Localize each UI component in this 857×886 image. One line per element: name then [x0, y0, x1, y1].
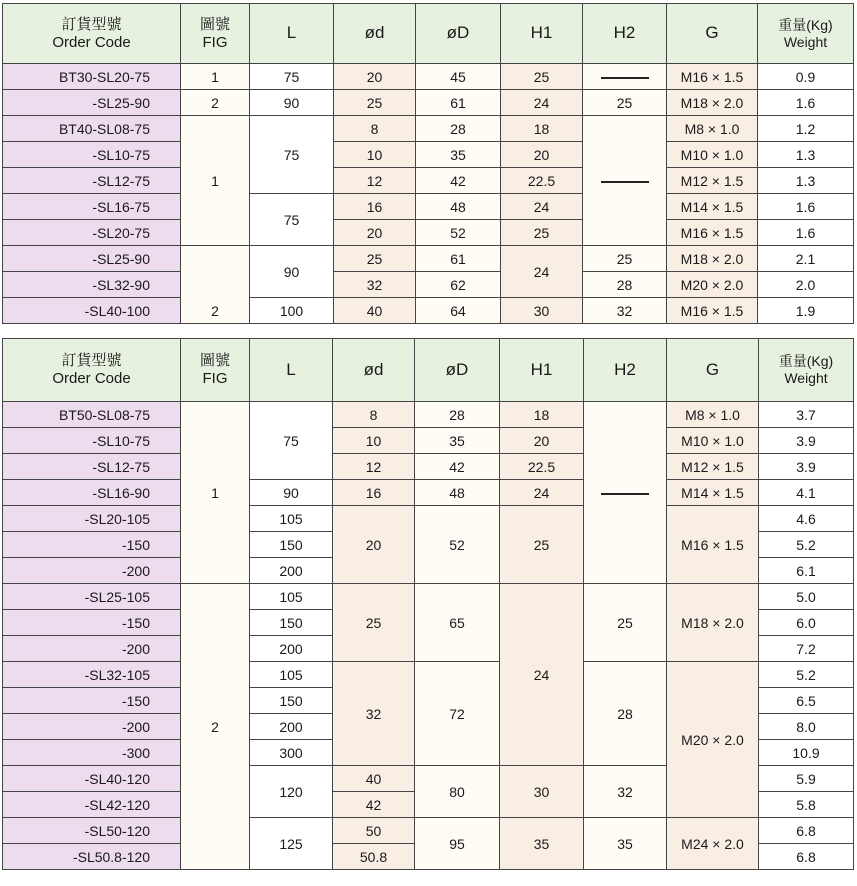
col-header-h2: H2	[584, 339, 667, 402]
col-header-g: G	[667, 4, 758, 64]
weight-cell: 6.1	[759, 558, 854, 584]
order-code-cell: -150	[3, 688, 181, 714]
g-cell: M16 × 1.5	[667, 506, 759, 584]
big-d-cell: 52	[415, 506, 500, 584]
l-cell: 75	[250, 194, 334, 246]
d-cell: 25	[333, 584, 415, 662]
h1-cell: 22.5	[500, 454, 584, 480]
d-cell: 20	[334, 220, 416, 246]
order-code-cell: -SL25-90	[3, 246, 181, 272]
h2-cell: 25	[584, 584, 667, 662]
d-cell: 50	[333, 818, 415, 844]
h1-cell: 30	[501, 298, 583, 324]
weight-cell: 6.0	[759, 610, 854, 636]
weight-cell: 1.2	[758, 116, 854, 142]
g-cell: M20 × 2.0	[667, 272, 758, 298]
table-row	[3, 246, 854, 272]
header-code-en: Order Code	[52, 370, 131, 387]
fig-cell: 1	[181, 402, 250, 584]
header-weight-zh: 重量(Kg)	[778, 16, 833, 33]
l-cell: 90	[250, 90, 334, 116]
fig-cell: 1	[181, 64, 250, 90]
big-d-cell: 61	[416, 246, 501, 272]
d-cell: 12	[334, 168, 416, 194]
weight-cell: 0.9	[758, 64, 854, 90]
h1-cell: 24	[501, 246, 583, 298]
header-code-zh: 訂貨型號	[61, 15, 122, 33]
order-code-cell: BT40-SL08-75	[3, 116, 181, 142]
big-d-cell: 48	[416, 194, 501, 220]
table-row	[3, 818, 854, 844]
h2-cell	[583, 116, 667, 246]
header-weight-en: Weight	[783, 33, 828, 50]
weight-cell: 3.7	[759, 402, 854, 428]
h1-cell: 22.5	[501, 168, 583, 194]
d-cell: 10	[334, 142, 416, 168]
weight-cell: 1.3	[758, 168, 854, 194]
weight-cell: 1.6	[758, 194, 854, 220]
header-code-zh: 訂貨型號	[61, 352, 122, 369]
weight-cell: 1.9	[758, 298, 854, 324]
l-cell: 300	[250, 740, 333, 766]
table-row	[3, 480, 854, 506]
table-row	[3, 220, 854, 246]
table-row	[3, 506, 854, 532]
weight-cell: 6.8	[759, 844, 854, 870]
l-cell: 90	[250, 480, 333, 506]
l-cell: 125	[250, 818, 333, 870]
col-header-d: ød	[334, 4, 416, 64]
col-header-d: ød	[333, 339, 415, 402]
header-fig-zh: 圖號	[199, 352, 230, 369]
header-fig-zh: 圖號	[199, 15, 230, 33]
col-header-order-code	[3, 4, 181, 64]
weight-cell: 1.6	[758, 90, 854, 116]
header-code-en: Order Code	[52, 33, 131, 51]
g-cell: M8 × 1.0	[667, 402, 759, 428]
col-header-fig	[181, 4, 250, 64]
order-code-cell: -300	[3, 740, 181, 766]
order-code-cell: -SL40-120	[3, 766, 181, 792]
order-code-cell: -SL20-75	[3, 220, 181, 246]
table-row	[3, 584, 854, 610]
g-cell: M14 × 1.5	[667, 194, 758, 220]
table-row	[3, 428, 854, 454]
d-cell: 32	[334, 272, 416, 298]
col-header-g: G	[667, 339, 759, 402]
h2-cell: 35	[584, 818, 667, 870]
weight-cell: 6.8	[759, 818, 854, 844]
big-d-cell: 42	[416, 168, 501, 194]
d-cell: 16	[333, 480, 415, 506]
g-cell: M18 × 2.0	[667, 246, 758, 272]
big-d-cell: 62	[416, 272, 501, 298]
l-cell: 75	[250, 64, 334, 90]
l-cell: 75	[250, 402, 333, 480]
big-d-cell: 72	[415, 662, 500, 766]
h1-cell: 25	[501, 220, 583, 246]
header-weight-zh: 重量(Kg)	[778, 353, 834, 370]
big-d-cell: 35	[416, 142, 501, 168]
l-cell: 200	[250, 558, 333, 584]
big-d-cell: 61	[416, 90, 501, 116]
l-cell: 75	[250, 116, 334, 194]
col-header-big-d: øD	[416, 4, 501, 64]
col-header-big-d: øD	[415, 339, 500, 402]
table-row	[3, 402, 854, 428]
g-cell: M18 × 2.0	[667, 584, 759, 662]
col-header-order-code	[3, 339, 181, 402]
d-cell: 40	[334, 298, 416, 324]
order-code-cell: -SL25-90	[3, 90, 181, 116]
big-d-cell: 28	[415, 402, 500, 428]
weight-cell: 2.0	[758, 272, 854, 298]
weight-cell: 5.8	[759, 792, 854, 818]
weight-cell: 5.2	[759, 532, 854, 558]
l-cell: 150	[250, 688, 333, 714]
order-code-cell: -200	[3, 636, 181, 662]
h1-cell: 35	[500, 818, 584, 870]
header-fig-en: FIG	[202, 33, 228, 51]
d-cell: 42	[333, 792, 415, 818]
g-cell: M8 × 1.0	[667, 116, 758, 142]
order-code-cell: -SL16-75	[3, 194, 181, 220]
table-row	[3, 298, 854, 324]
order-code-cell: -SL50.8-120	[3, 844, 181, 870]
dash-mark	[601, 493, 649, 495]
table-row	[3, 116, 854, 142]
weight-cell: 2.1	[758, 246, 854, 272]
l-cell: 90	[250, 246, 334, 298]
big-d-cell: 65	[415, 584, 500, 662]
g-cell: M16 × 1.5	[667, 220, 758, 246]
weight-cell: 1.3	[758, 142, 854, 168]
big-d-cell: 28	[416, 116, 501, 142]
big-d-cell: 64	[416, 298, 501, 324]
d-cell: 20	[334, 64, 416, 90]
col-header-h1: H1	[501, 4, 583, 64]
g-cell: M10 × 1.0	[667, 142, 758, 168]
fig-cell: 2	[181, 246, 250, 324]
d-cell: 40	[333, 766, 415, 792]
h2-cell: 25	[583, 246, 667, 272]
h1-cell: 30	[500, 766, 584, 818]
fig-cell: 2	[181, 584, 250, 870]
d-cell: 25	[334, 90, 416, 116]
d-cell: 32	[333, 662, 415, 766]
d-cell: 12	[333, 454, 415, 480]
l-cell: 105	[250, 662, 333, 688]
g-cell: M14 × 1.5	[667, 480, 759, 506]
weight-cell: 4.6	[759, 506, 854, 532]
g-cell: M12 × 1.5	[667, 168, 758, 194]
big-d-cell: 42	[415, 454, 500, 480]
g-cell: M16 × 1.5	[667, 298, 758, 324]
order-code-cell: -SL40-100	[3, 298, 181, 324]
l-cell: 150	[250, 610, 333, 636]
l-cell: 200	[250, 714, 333, 740]
big-d-cell: 48	[415, 480, 500, 506]
big-d-cell: 80	[415, 766, 500, 818]
col-header-fig	[181, 339, 250, 402]
order-code-cell: -SL42-120	[3, 792, 181, 818]
order-code-cell: -SL50-120	[3, 818, 181, 844]
fig-cell: 2	[181, 90, 250, 116]
g-cell: M12 × 1.5	[667, 454, 759, 480]
table-row	[3, 142, 854, 168]
weight-cell: 5.9	[759, 766, 854, 792]
table-row	[3, 454, 854, 480]
h2-cell: 25	[583, 90, 667, 116]
weight-cell: 5.0	[759, 584, 854, 610]
table-row	[3, 272, 854, 298]
d-cell: 10	[333, 428, 415, 454]
l-cell: 120	[250, 766, 333, 818]
l-cell: 105	[250, 584, 333, 610]
table-row	[3, 194, 854, 220]
order-code-cell: -SL20-105	[3, 506, 181, 532]
d-cell: 8	[333, 402, 415, 428]
table-header-row	[3, 4, 854, 64]
h1-cell: 24	[500, 584, 584, 766]
h1-cell: 24	[501, 194, 583, 220]
h2-cell	[584, 402, 667, 584]
spec-table-bt30-bt40	[2, 3, 854, 324]
big-d-cell: 45	[416, 64, 501, 90]
weight-cell: 10.9	[759, 740, 854, 766]
l-cell: 105	[250, 506, 333, 532]
order-code-cell: -SL32-105	[3, 662, 181, 688]
h2-cell: 28	[583, 272, 667, 298]
weight-cell: 3.9	[759, 454, 854, 480]
order-code-cell: -SL12-75	[3, 454, 181, 480]
table-row	[3, 90, 854, 116]
l-cell: 100	[250, 298, 334, 324]
fig-cell: 1	[181, 116, 250, 246]
d-cell: 25	[334, 246, 416, 272]
g-cell: M16 × 1.5	[667, 64, 758, 90]
big-d-cell: 35	[415, 428, 500, 454]
order-code-cell: BT50-SL08-75	[3, 402, 181, 428]
table-header-row	[3, 339, 854, 402]
order-code-cell: -SL10-75	[3, 428, 181, 454]
order-code-cell: -SL10-75	[3, 142, 181, 168]
h1-cell: 25	[500, 506, 584, 584]
weight-cell: 4.1	[759, 480, 854, 506]
col-header-weight	[759, 339, 854, 402]
header-weight-en: Weight	[784, 370, 828, 386]
weight-cell: 5.2	[759, 662, 854, 688]
table-row	[3, 168, 854, 194]
d-cell: 50.8	[333, 844, 415, 870]
order-code-cell: -200	[3, 558, 181, 584]
col-header-h2: H2	[583, 4, 667, 64]
table-row	[3, 64, 854, 90]
order-code-cell: -SL32-90	[3, 272, 181, 298]
header-fig-en: FIG	[202, 370, 228, 387]
h1-cell: 18	[500, 402, 584, 428]
h2-cell: 32	[583, 298, 667, 324]
order-code-cell: BT30-SL20-75	[3, 64, 181, 90]
h1-cell: 18	[501, 116, 583, 142]
h1-cell: 25	[501, 64, 583, 90]
weight-cell: 8.0	[759, 714, 854, 740]
big-d-cell: 95	[415, 818, 500, 870]
h1-cell: 20	[500, 428, 584, 454]
g-cell: M24 × 2.0	[667, 818, 759, 870]
d-cell: 20	[333, 506, 415, 584]
col-header-h1: H1	[500, 339, 584, 402]
h1-cell: 24	[501, 90, 583, 116]
d-cell: 8	[334, 116, 416, 142]
l-cell: 150	[250, 532, 333, 558]
order-code-cell: -SL12-75	[3, 168, 181, 194]
weight-cell: 6.5	[759, 688, 854, 714]
spec-table-bt50	[2, 338, 854, 870]
h2-cell: 28	[584, 662, 667, 766]
order-code-cell: -200	[3, 714, 181, 740]
order-code-cell: -150	[3, 610, 181, 636]
h1-cell: 20	[501, 142, 583, 168]
h1-cell: 24	[500, 480, 584, 506]
g-cell: M10 × 1.0	[667, 428, 759, 454]
dash-mark	[601, 181, 649, 183]
g-cell: M18 × 2.0	[667, 90, 758, 116]
col-header-l: L	[250, 339, 333, 402]
order-code-cell: -SL16-90	[3, 480, 181, 506]
weight-cell: 7.2	[759, 636, 854, 662]
col-header-l: L	[250, 4, 334, 64]
h2-cell	[583, 64, 667, 90]
order-code-cell: -SL25-105	[3, 584, 181, 610]
dash-mark	[601, 77, 649, 79]
l-cell: 200	[250, 636, 333, 662]
order-code-cell: -150	[3, 532, 181, 558]
d-cell: 16	[334, 194, 416, 220]
weight-cell: 3.9	[759, 428, 854, 454]
g-cell: M20 × 2.0	[667, 662, 759, 818]
table-row	[3, 662, 854, 688]
big-d-cell: 52	[416, 220, 501, 246]
weight-cell: 1.6	[758, 220, 854, 246]
col-header-weight	[758, 4, 854, 64]
h2-cell: 32	[584, 766, 667, 818]
